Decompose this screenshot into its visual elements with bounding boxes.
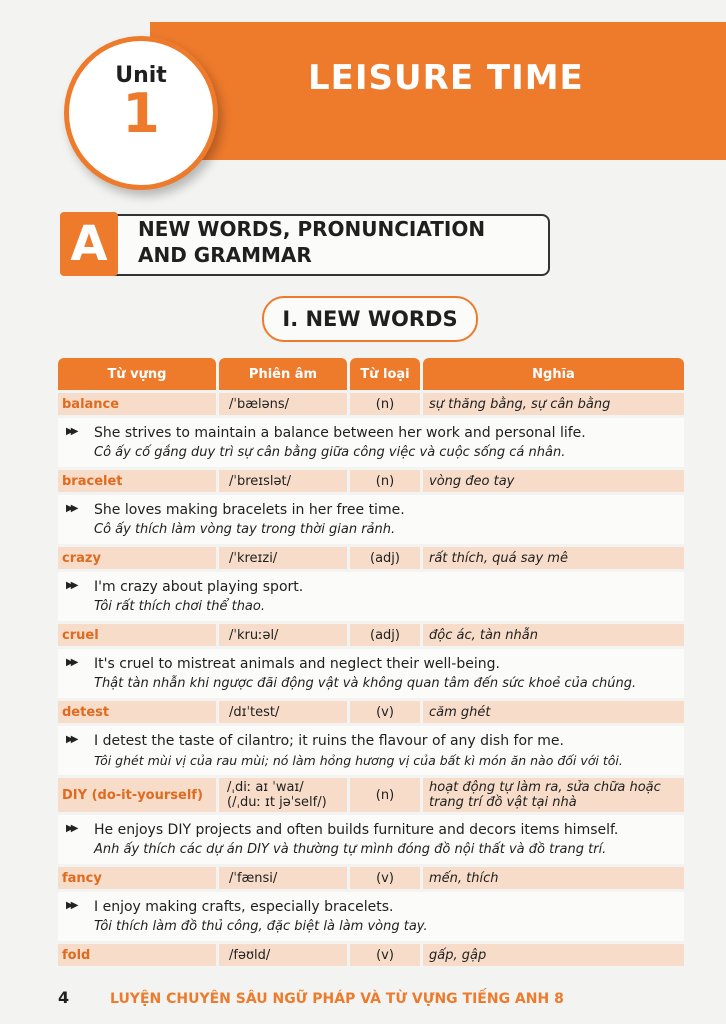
book-title: LUYỆN CHUYÊN SÂU NGỮ PHÁP VÀ TỪ VỰNG TIẾNG ANH 8	[110, 991, 564, 1007]
example-block	[58, 572, 684, 621]
part-of-speech-cell: (v)	[350, 867, 420, 889]
example-english: She loves making bracelets in her free time.	[94, 502, 405, 518]
unit-label: Unit	[115, 63, 167, 88]
example-english: He enjoys DIY projects and often builds furniture and decors items himself.	[94, 822, 619, 838]
double-arrow-icon: ▶▶	[66, 734, 76, 745]
meaning-cell	[423, 778, 684, 812]
word-cell: cruel	[58, 624, 216, 646]
meaning-cell: mến, thích	[423, 867, 684, 889]
table-row	[58, 470, 684, 492]
example-vietnamese: Thật tàn nhẫn khi ngược đãi động vật và không quan tâm đến sức khoẻ của chúng.	[94, 676, 637, 691]
example-block	[58, 418, 684, 467]
meaning-cell: căm ghét	[423, 701, 684, 723]
example-block	[58, 815, 684, 864]
meaning-cell: vòng đeo tay	[423, 470, 684, 492]
meaning-cell: gấp, gập	[423, 944, 684, 966]
page-footer	[58, 988, 564, 1007]
double-arrow-icon: ▶▶	[66, 580, 76, 591]
part-of-speech-cell: (v)	[350, 701, 420, 723]
part-of-speech-cell: (n)	[350, 470, 420, 492]
example-vietnamese: Tôi ghét mùi vị của rau mùi; nó làm hỏng hương vị của bất kì món ăn nào đối với tôi.	[94, 753, 623, 768]
meaning-line2: trang trí đồ vật tại nhà	[429, 795, 577, 810]
pronunciation-cell: /dɪˈtest/	[219, 701, 347, 723]
double-arrow-icon: ▶▶	[66, 823, 76, 834]
table-header	[58, 358, 684, 390]
unit-badge	[64, 36, 218, 190]
double-arrow-icon: ▶▶	[66, 503, 76, 514]
meaning-cell: rất thích, quá say mê	[423, 547, 684, 569]
part-of-speech-cell: (adj)	[350, 547, 420, 569]
part-of-speech-cell: (n)	[350, 393, 420, 415]
example-block	[58, 649, 684, 698]
word-cell: fold	[58, 944, 216, 966]
pronunciation-cell	[219, 778, 347, 812]
table-row	[58, 867, 684, 889]
meaning-line1: hoạt động tự làm ra, sửa chữa hoặc	[429, 780, 661, 795]
example-block	[58, 892, 684, 941]
table-row	[58, 393, 684, 415]
example-vietnamese: Tôi thích làm đồ thủ công, đặc biệt là làm vòng tay.	[94, 919, 428, 934]
part-of-speech-cell: (n)	[350, 778, 420, 812]
meaning-cell: độc ác, tàn nhẫn	[423, 624, 684, 646]
column-header-word: Từ vựng	[58, 358, 216, 390]
word-cell: balance	[58, 393, 216, 415]
example-english: I'm crazy about playing sport.	[94, 579, 304, 595]
pronunciation-cell: /ˈfænsi/	[219, 867, 347, 889]
part-of-speech-cell: (adj)	[350, 624, 420, 646]
section-new-words-title: I. NEW WORDS	[262, 296, 478, 342]
pronunciation-line2: (/ˌduː ɪt jəˈself/)	[227, 795, 327, 810]
pronunciation-cell: /ˈbæləns/	[219, 393, 347, 415]
part-of-speech-cell: (v)	[350, 944, 420, 966]
table-row	[58, 778, 684, 812]
word-cell: crazy	[58, 547, 216, 569]
example-block	[58, 726, 684, 775]
pronunciation-cell: /fəʊld/	[219, 944, 347, 966]
double-arrow-icon: ▶▶	[66, 657, 76, 668]
column-header-part-of-speech: Từ loại	[350, 358, 420, 390]
word-cell: bracelet	[58, 470, 216, 492]
example-vietnamese: Tôi rất thích chơi thể thao.	[94, 599, 265, 614]
example-block	[58, 495, 684, 544]
unit-title: LEISURE TIME	[308, 58, 584, 98]
table-row	[58, 624, 684, 646]
table-row	[58, 547, 684, 569]
pronunciation-cell: /ˈbreɪslət/	[219, 470, 347, 492]
word-cell: detest	[58, 701, 216, 723]
example-vietnamese: Anh ấy thích các dự án DIY và thường tự mình đóng đồ nội thất và đồ trang trí.	[94, 842, 607, 857]
double-arrow-icon: ▶▶	[66, 900, 76, 911]
section-a-title-line2: AND GRAMMAR	[138, 243, 312, 267]
section-a-title	[138, 216, 538, 268]
vocabulary-table	[58, 358, 684, 966]
pronunciation-cell: /ˈkruːəl/	[219, 624, 347, 646]
unit-number: 1	[122, 82, 160, 145]
column-header-meaning: Nghĩa	[423, 358, 684, 390]
section-a-title-line1: NEW WORDS, PRONUNCIATION	[138, 217, 486, 241]
example-vietnamese: Cô ấy cố gắng duy trì sự cân bằng giữa công việc và cuộc sống cá nhân.	[94, 445, 566, 460]
column-header-pronunciation: Phiên âm	[219, 358, 347, 390]
meaning-cell: sự thăng bằng, sự cân bằng	[423, 393, 684, 415]
example-english: She strives to maintain a balance between her work and personal life.	[94, 425, 586, 441]
table-row	[58, 701, 684, 723]
word-cell: fancy	[58, 867, 216, 889]
section-a-letter: A	[60, 212, 118, 276]
example-english: I detest the taste of cilantro; it ruins the flavour of any dish for me.	[94, 733, 564, 749]
example-english: It's cruel to mistreat animals and neglect their well-being.	[94, 656, 500, 672]
table-row	[58, 944, 684, 966]
example-english: I enjoy making crafts, especially bracelets.	[94, 899, 394, 915]
page-number: 4	[58, 988, 70, 1007]
pronunciation-line1: /ˌdiː aɪ ˈwaɪ/	[227, 780, 304, 795]
pronunciation-cell: /ˈkreɪzi/	[219, 547, 347, 569]
word-cell: DIY (do-it-yourself)	[58, 778, 216, 812]
double-arrow-icon: ▶▶	[66, 426, 76, 437]
example-vietnamese: Cô ấy thích làm vòng tay trong thời gian rảnh.	[94, 522, 396, 537]
